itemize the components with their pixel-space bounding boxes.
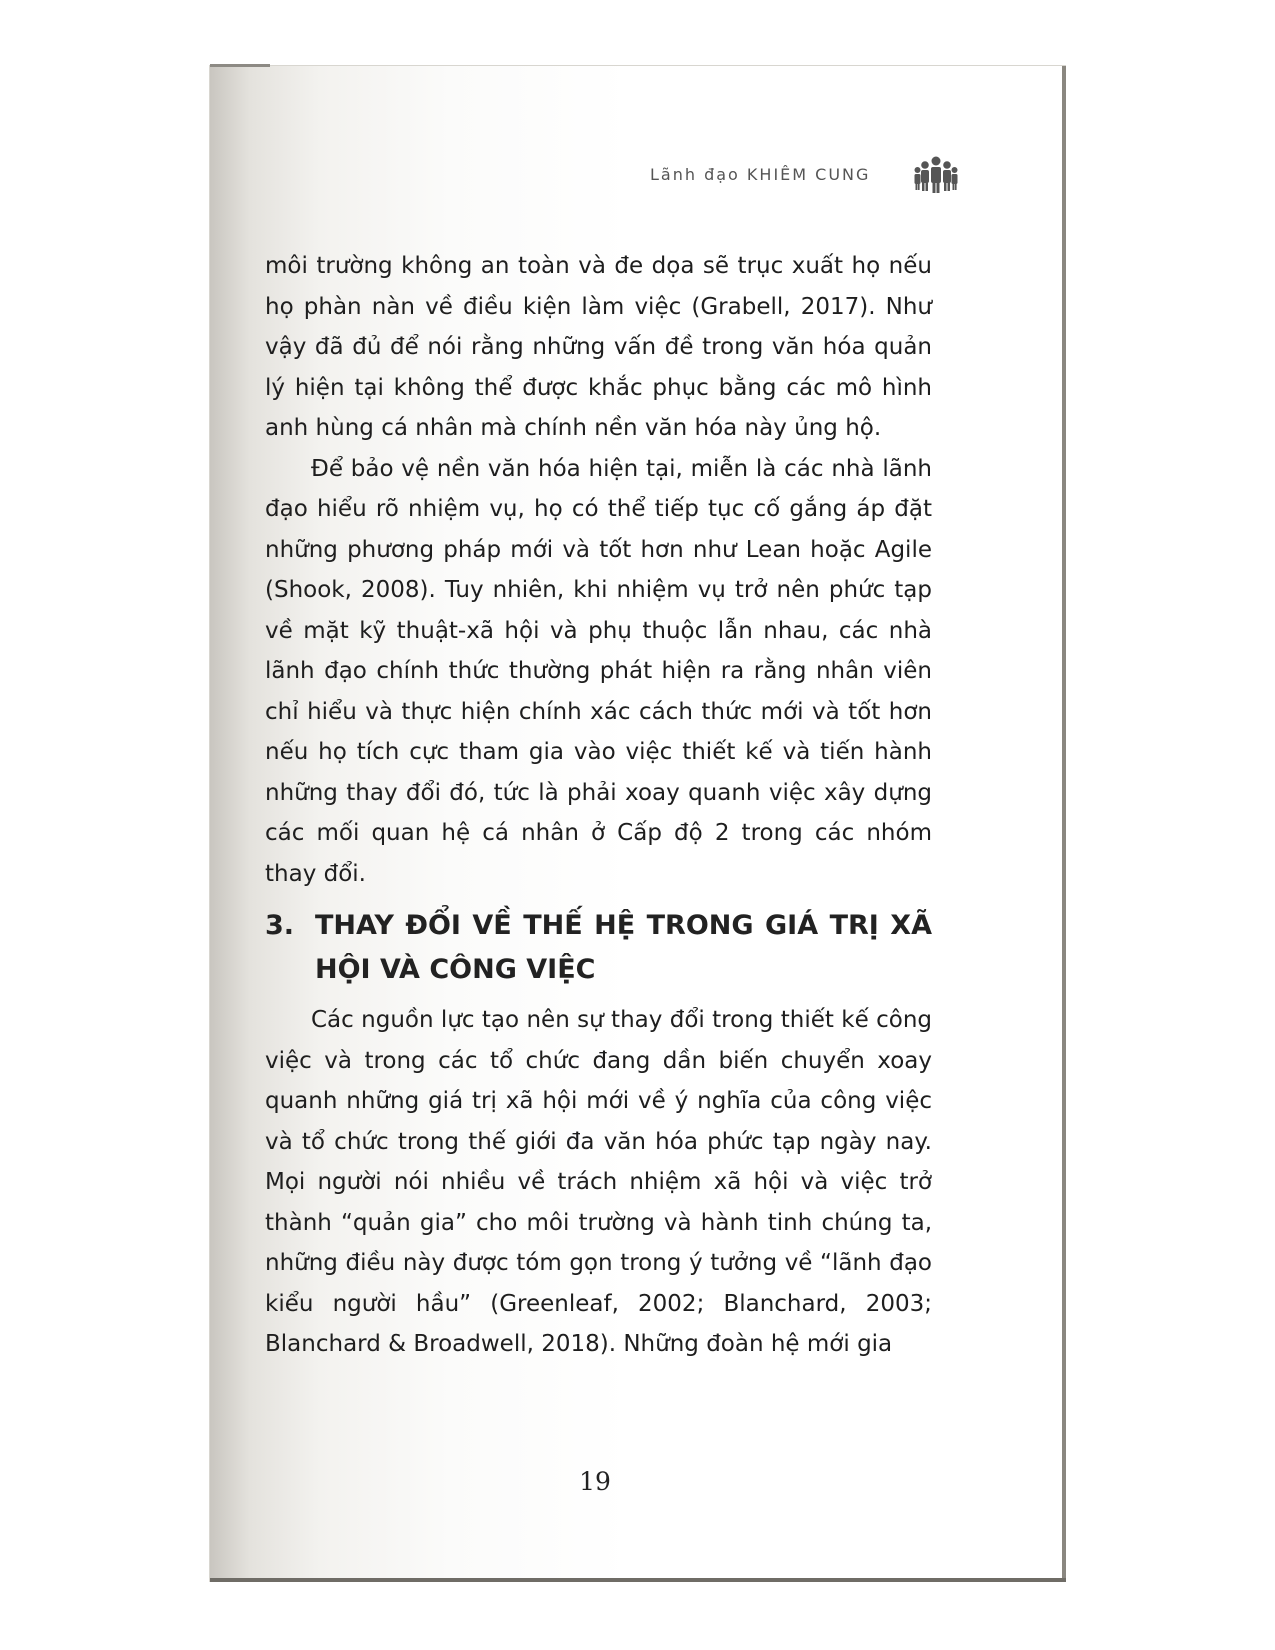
running-head-title: Lãnh đạo KHIÊM CUNG [650, 165, 871, 184]
section-title: THAY ĐỔI VỀ THẾ HỆ TRONG GIÁ TRỊ XÃ HỘI VÀ CÔNG VIỆC [315, 910, 932, 985]
section-number: 3. [265, 910, 295, 941]
paragraph-1: môi trường không an toàn và đe dọa sẽ trục xuất họ nếu họ phàn nàn về điều kiện làm việc (Grabell, 2017). Như vậy đã đủ để nói rằng những vấn đề trong văn hóa quản lý hiện tại không thể được khắc phục bằng các mô hình anh hùng cá nhân mà chính nền văn hóa này ủng hộ. [265, 253, 932, 441]
paragraph-2: Để bảo vệ nền văn hóa hiện tại, miễn là các nhà lãnh đạo hiểu rõ nhiệm vụ, họ có thể tiếp tục cố gắng áp đặt những phương pháp mới và tốt hơn như Lean hoặc Agile (Shook, 2008). Tuy nhiên, khi nhiệm vụ trở nên phức tạp về mặt kỹ thuật-xã hội và phụ thuộc lẫn nhau, các nhà lãnh đạo chính thức thường phát hiện ra rằng nhân viên chỉ hiểu và thực hiện chính xác cách thức mới và tốt hơn nếu họ tích cực tham gia vào việc thiết kế và tiến hành những thay đổi đó, tức là phải xoay quanh việc xây dựng các mối quan hệ cá nhân ở Cấp độ 2 trong các nhóm thay đổi. [265, 455, 932, 887]
paragraph-3: Các nguồn lực tạo nên sự thay đổi trong thiết kế công việc và trong các tổ chức đang dần biến chuyển xoay quanh những giá trị xã hội mới về ý nghĩa của công việc và tổ chức trong thế giới đa văn hóa phức tạp ngày nay. Mọi người nói nhiều về trách nhiệm xã hội và việc trở thành “quản gia” cho môi trường và hành tinh chúng ta, những điều này được tóm gọn trong ý tưởng về “lãnh đạo kiểu người hầu” (Greenleaf, 2002; Blanchard, 2003; Blanchard & Broadwell, 2018). Những đoàn hệ mới gia [265, 1007, 932, 1357]
page-edge-top [210, 64, 270, 67]
page-edge-right [1062, 66, 1066, 1581]
body-text [265, 246, 932, 1365]
page-number: 19 [579, 1467, 611, 1496]
page-edge-bottom [210, 1578, 1066, 1582]
section-heading [265, 904, 932, 992]
people-group-icon [914, 155, 958, 195]
